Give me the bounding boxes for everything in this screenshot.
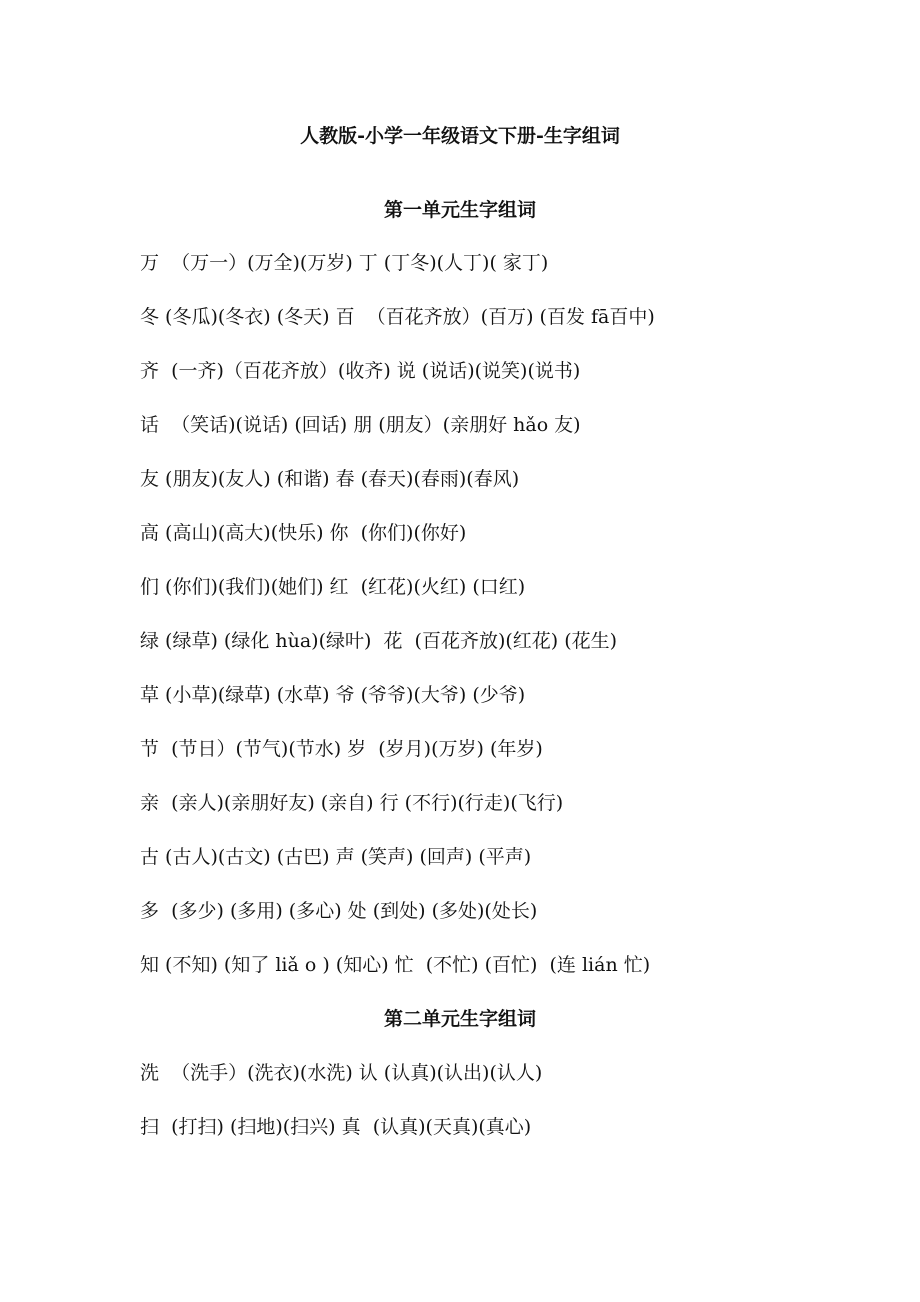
word-line: 们 (你们)(我们)(她们) 红 (红花)(火红) (口红) bbox=[140, 576, 526, 598]
word-line: 古 (古人)(古文) (古巴) 声 (笑声) (回声) (平声) bbox=[140, 846, 532, 868]
word-line: 友 (朋友)(友人) (和谐) 春 (春天)(春雨)(春风) bbox=[140, 468, 520, 490]
word-line: 草 (小草)(绿草) (水草) 爷 (爷爷)(大爷) (少爷) bbox=[140, 684, 526, 706]
word-line: 话 （笑话)(说话) (回话) 朋 (朋友）(亲朋好 hǎo 友) bbox=[140, 414, 581, 436]
section-heading-unit-2: 第二单元生字组词 bbox=[383, 1008, 536, 1030]
word-line: 多 (多少) (多用) (多心) 处 (到处) (多处)(处长) bbox=[140, 900, 538, 922]
word-line: 扫 (打扫) (扫地)(扫兴) 真 (认真)(天真)(真心) bbox=[140, 1116, 532, 1138]
word-line: 高 (高山)(高大)(快乐) 你 (你们)(你好) bbox=[140, 522, 467, 544]
word-line: 绿 (绿草) (绿化 hùa)(绿叶) 花 (百花齐放)(红花) (花生) bbox=[140, 630, 618, 652]
word-line: 知 (不知) (知了 liǎ o ) (知心) 忙 (不忙) (百忙) (连 lián 忙) bbox=[140, 954, 651, 976]
word-line: 亲 (亲人)(亲朋好友) (亲自) 行 (不行)(行走)(飞行) bbox=[140, 792, 564, 814]
word-line: 万 （万一）(万全)(万岁) 丁 (丁冬)(人丁)( 家丁) bbox=[140, 252, 549, 274]
word-line: 洗 （洗手）(洗衣)(水洗) 认 (认真)(认出)(认人) bbox=[140, 1062, 543, 1084]
word-line: 节 (节日）(节气)(节水) 岁 (岁月)(万岁) (年岁) bbox=[140, 738, 543, 760]
document-title: 人教版-小学一年级语文下册-生字组词 bbox=[300, 125, 620, 147]
section-heading-unit-1: 第一单元生字组词 bbox=[383, 199, 536, 221]
word-line: 冬 (冬瓜)(冬衣) (冬天) 百 （百花齐放）(百万) (百发 fā百中) bbox=[140, 306, 655, 328]
word-line: 齐 (一齐)（百花齐放）(收齐) 说 (说话)(说笑)(说书) bbox=[140, 360, 581, 382]
